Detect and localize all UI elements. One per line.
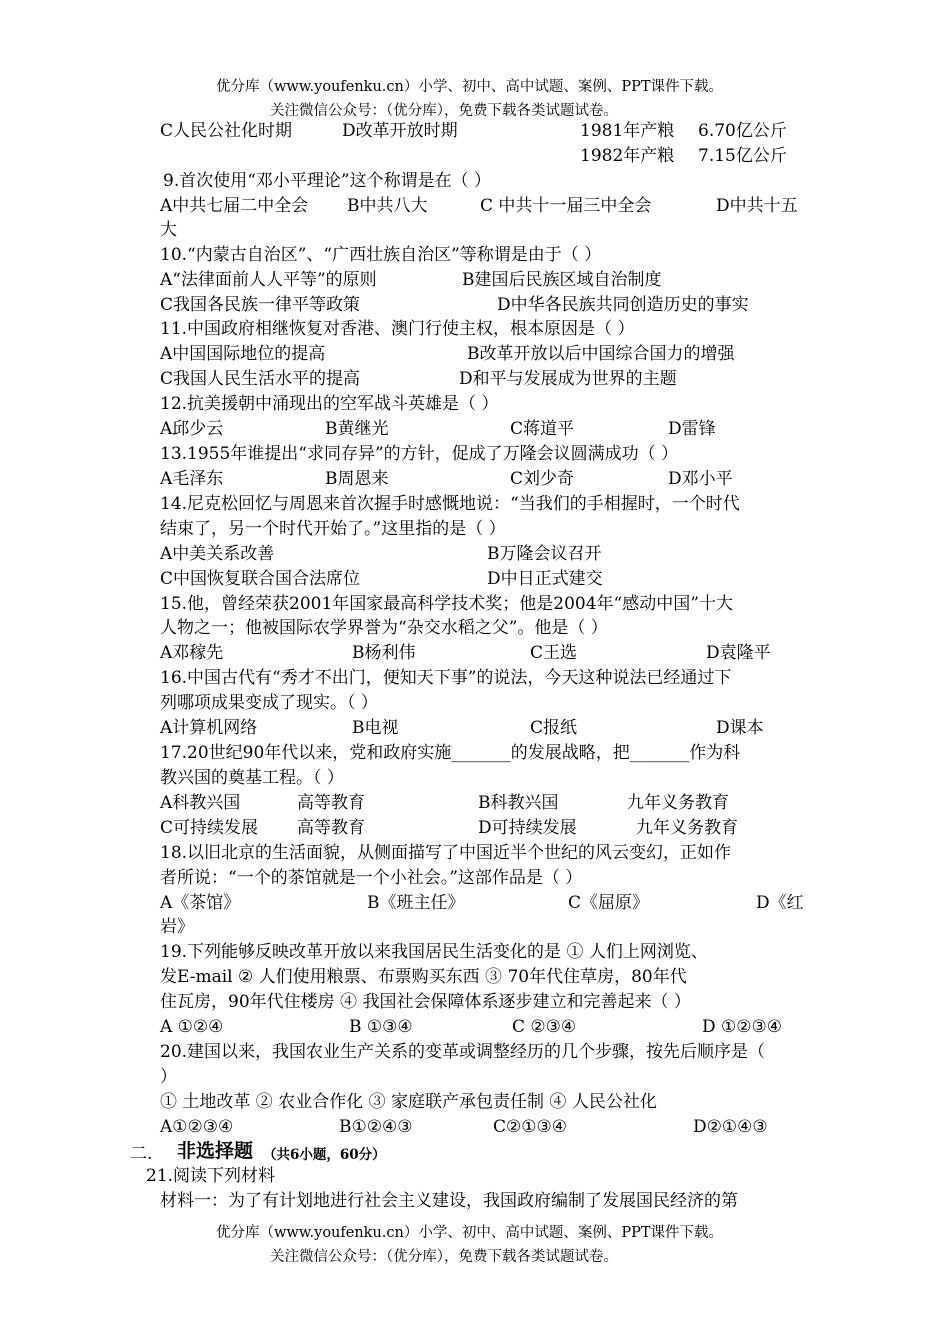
- q11-option-a: A中国国际地位的提高: [160, 344, 326, 364]
- q13-option-d: D邓小平: [668, 469, 733, 489]
- q18-option-d-continued: 岩》: [160, 917, 194, 937]
- q19-option-d: D ①②③④: [702, 1017, 782, 1037]
- q8-table-value-1981: 6.70亿公斤: [698, 121, 787, 141]
- q17-option-b-part-1: B科教兴国: [478, 793, 559, 813]
- q12-option-c: C蒋道平: [510, 419, 575, 439]
- q14-option-a: A中美关系改善: [160, 544, 275, 564]
- q16-option-d: D课本: [716, 718, 764, 738]
- q14-stem-line-2: 结束了，另一个时代开始了。”这里指的是（ ）: [160, 519, 506, 539]
- q16-option-c: C报纸: [530, 718, 578, 738]
- q17-option-c-part-2: 高等教育: [297, 818, 365, 838]
- q20-steps: ① 土地改革 ② 农业合作化 ③ 家庭联产承包责任制 ④ 人民公社化: [160, 1092, 657, 1112]
- q21-stem: 21.阅读下列材料: [146, 1166, 276, 1186]
- q8-table-year-1982: 1982年产粮: [580, 146, 675, 166]
- q19-stem-line-3: 住瓦房，90年代住楼房 ④ 我国社会保障体系逐步建立和完善起来（ ）: [160, 992, 691, 1012]
- q17-stem-line-1: 17.20世纪90年代以来，党和政府实施_______的发展战略，把_______作为科: [160, 743, 741, 763]
- section-number: 二.: [130, 1144, 153, 1164]
- q18-option-c: C《屈原》: [568, 893, 650, 913]
- q20-option-a: A①②③④: [160, 1117, 234, 1137]
- q21-material-1: 材料一：为了有计划地进行社会主义建设，我国政府编制了发展国民经济的第: [160, 1191, 738, 1211]
- q12-option-a: A邱少云: [160, 419, 224, 439]
- q9-option-c: C 中共十一届三中全会: [480, 196, 652, 216]
- q15-option-c: C王选: [530, 643, 578, 663]
- q16-stem-line-2: 列哪项成果变成了现实。（ ）: [160, 693, 378, 713]
- q8-option-c: C人民公社化时期: [160, 121, 293, 141]
- q20-stem-line-1: 20.建国以来，我国农业生产关系的变革或调整经历的几个步骤，按先后顺序是（: [160, 1042, 766, 1062]
- q18-option-b: B《班主任》: [367, 893, 465, 913]
- q14-option-d: D中日正式建交: [487, 569, 603, 589]
- q17-stem-line-2: 教兴国的奠基工程。（ ）: [160, 768, 344, 788]
- q17-option-a-part-1: A科教兴国: [160, 793, 241, 813]
- q14-option-c: C中国恢复联合国合法席位: [160, 569, 361, 589]
- q9-option-d: D中共十五: [716, 196, 798, 216]
- q14-stem-line-1: 14.尼克松回忆与周恩来首次握手时感慨地说：“当我们的手相握时，一个时代: [160, 494, 740, 514]
- q14-option-b: B万隆会议召开: [487, 544, 602, 564]
- q13-option-a: A毛泽东: [160, 469, 224, 489]
- q19-option-a: A ①②④: [160, 1017, 224, 1037]
- q19-stem-line-1: 19.下列能够反映改革开放以来我国居民生活变化的是 ① 人们上网浏览、: [160, 942, 708, 962]
- q8-table-value-1982: 7.15亿公斤: [698, 146, 787, 166]
- section-note: （共6小题，60分）: [263, 1147, 386, 1163]
- q11-option-c: C我国人民生活水平的提高: [160, 369, 361, 389]
- footer-line-1: 优分库（www.youfenku.cn）小学、初中、高中试题、案例、PPT课件下载。: [216, 1225, 724, 1241]
- q10-option-b: B建国后民族区域自治制度: [462, 270, 662, 290]
- q15-option-b: B杨利伟: [352, 643, 416, 663]
- q18-option-d: D《红: [756, 893, 804, 913]
- header-line-2: 关注微信公众号：（优分库），免费下载各类试题试卷。: [270, 103, 618, 119]
- q18-option-a: A《茶馆》: [160, 893, 241, 913]
- footer-line-2: 关注微信公众号：（优分库），免费下载各类试题试卷。: [270, 1249, 618, 1265]
- q15-option-a: A邓稼先: [160, 643, 224, 663]
- q12-option-d: D雷锋: [668, 419, 716, 439]
- q16-option-b: B电视: [352, 718, 399, 738]
- q16-stem-line-1: 16.中国古代有“秀才不出门，便知天下事”的说法，今天这种说法已经通过下: [160, 668, 732, 688]
- q10-option-c: C我国各民族一律平等政策: [160, 295, 361, 315]
- q9-option-d-continued: 大: [160, 220, 177, 240]
- q13-option-c: C刘少奇: [510, 469, 575, 489]
- q18-stem-line-1: 18.以旧北京的生活面貌，从侧面描写了中国近半个世纪的风云变幻，正如作: [160, 843, 732, 863]
- q11-option-d: D和平与发展成为世界的主题: [459, 369, 677, 389]
- q12-option-b: B黄继光: [325, 419, 389, 439]
- header-line-1: 优分库（www.youfenku.cn）小学、初中、高中试题、案例、PPT课件下载。: [216, 79, 724, 95]
- q9-option-a: A中共七届二中全会: [160, 196, 309, 216]
- q13-option-b: B周恩来: [325, 469, 389, 489]
- q19-stem-line-2: 发E-mail ② 人们使用粮票、布票购买东西 ③ 70年代住草房，80年代: [160, 967, 687, 987]
- section-title: 非选择题: [177, 1140, 254, 1162]
- q16-option-a: A计算机网络: [160, 718, 258, 738]
- q8-option-d: D改革开放时期: [342, 121, 458, 141]
- q15-stem-line-1: 15.他，曾经荣获2001年国家最高科学技术奖；他是2004年“感动中国”十大: [160, 594, 733, 614]
- q8-table-year-1981: 1981年产粮: [580, 121, 675, 141]
- q15-option-d: D袁隆平: [706, 643, 771, 663]
- q17-option-a-part-2: 高等教育: [297, 793, 365, 813]
- q17-option-b-part-2: 九年义务教育: [627, 793, 729, 813]
- q20-option-d: D②①④③: [693, 1117, 768, 1137]
- q10-option-a: A“法律面前人人平等”的原则: [160, 270, 377, 290]
- q11-stem: 11.中国政府相继恢复对香港、澳门行使主权，根本原因是（ ）: [160, 319, 635, 339]
- q13-stem: 13.1955年谁提出“求同存异”的方针，促成了万隆会议圆满成功（ ）: [160, 444, 679, 464]
- q10-stem: 10.“内蒙古自治区”、“广西壮族自治区”等称谓是由于（ ）: [160, 245, 602, 265]
- q9-stem: 9.首次使用“邓小平理论”这个称谓是在（ ）: [163, 171, 492, 191]
- q20-option-b: B①②④③: [339, 1117, 413, 1137]
- q19-option-c: C ②③④: [512, 1017, 577, 1037]
- q20-stem-line-2: ）: [160, 1067, 177, 1087]
- q15-stem-line-2: 人物之一；他被国际农学界誉为“杂交水稻之父”。他是（ ）: [160, 618, 608, 638]
- q17-option-d-part-2: 九年义务教育: [636, 818, 738, 838]
- q9-option-b: B中共八大: [347, 196, 428, 216]
- q17-option-c-part-1: C可持续发展: [160, 818, 259, 838]
- q17-option-d-part-1: D可持续发展: [478, 818, 577, 838]
- q12-stem: 12.抗美援朝中涌现出的空军战斗英雄是（ ）: [160, 394, 499, 414]
- q18-stem-line-2: 者所说：“一个的茶馆就是一个小社会。”这部作品是（ ）: [160, 868, 583, 888]
- q19-option-b: B ①③④: [349, 1017, 413, 1037]
- q10-option-d: D中华各民族共同创造历史的事实: [497, 295, 749, 315]
- q20-option-c: C②①③④: [493, 1117, 567, 1137]
- q11-option-b: B改革开放以后中国综合国力的增强: [467, 344, 735, 364]
